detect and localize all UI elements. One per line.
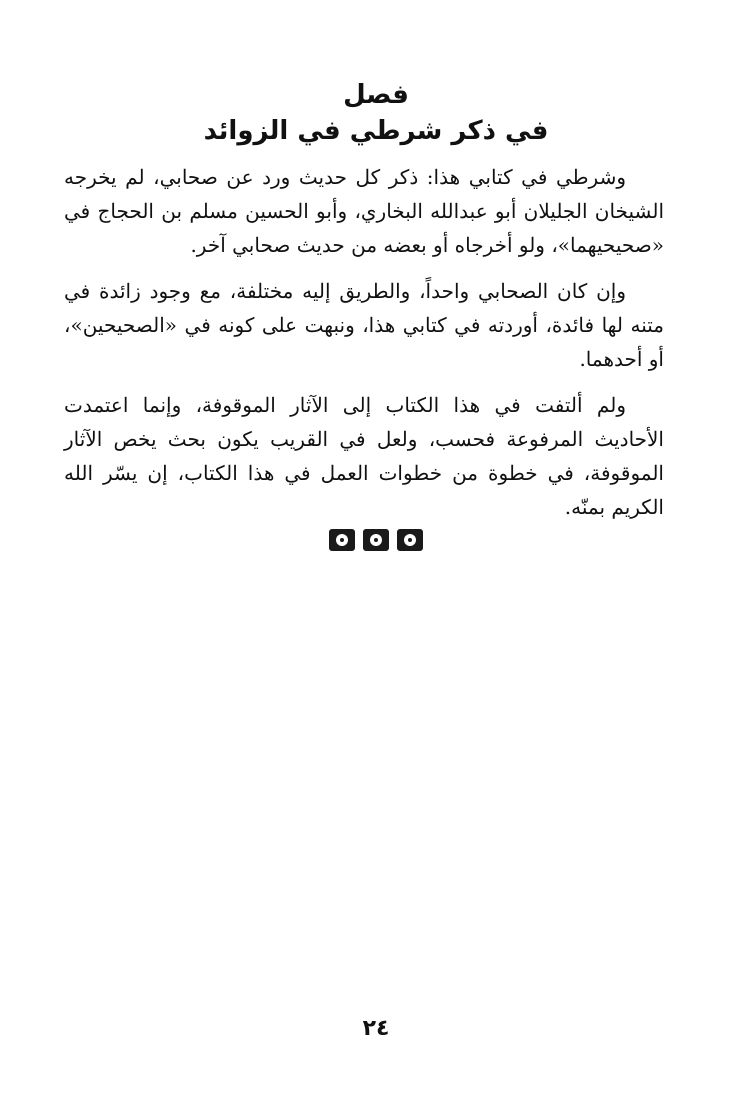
chapter-subtitle: في ذكر شرطي في الزوائد: [203, 116, 549, 146]
body-text: [64, 160, 664, 536]
paragraph: وشرطي في كتابي هذا: ذكر كل حديث ورد عن صحابي، لم يخرجه الشيخان الجليلان أبو عبدالله البخاري، وأبو الحسين مسلم بن الحجاج في «صحيحيهما»، ولو أخرجاه أو بعضه من حديث صحابي آخر.: [64, 165, 664, 257]
section-divider: [0, 529, 752, 551]
paragraph: وإن كان الصحابي واحداً، والطريق إليه مختلفة، مع وجود زائدة في متنه لها فائدة، أوردته في كتابي هذا، ونبهت على كونه في «الصحيحين»، أو أحدهما.: [64, 279, 664, 371]
ornament-icon: [329, 529, 355, 551]
ornament-icon: [397, 529, 423, 551]
chapter-title: فصل: [343, 80, 409, 110]
paragraph: ولم ألتفت في هذا الكتاب إلى الآثار الموقوفة، وإنما اعتمدت الأحاديث المرفوعة فحسب، ولعل في القريب يكون بحث يخص الآثار الموقوفة، في خطوة من خطوات العمل في هذا الكتاب، إن يسّر الله الكريم بمنّه.: [64, 393, 664, 519]
page-number: ٢٤: [362, 1016, 390, 1041]
ornament-icon: [363, 529, 389, 551]
